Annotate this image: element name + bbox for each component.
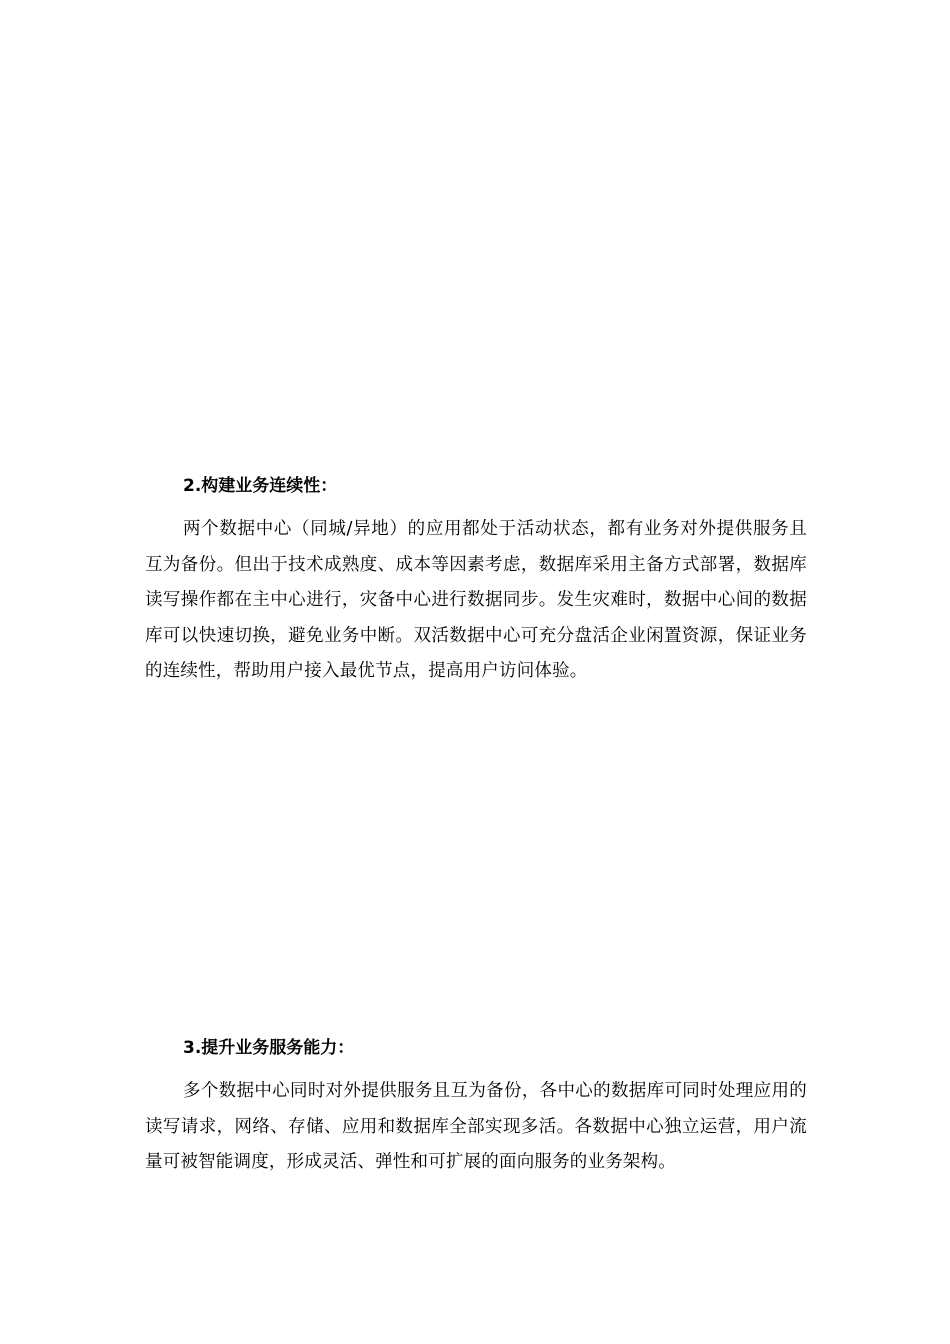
section-heading: 3.提升业务服务能力： <box>183 1038 355 1058</box>
section-business-continuity <box>145 475 807 695</box>
section-paragraph: 多个数据中心同时对外提供服务且互为备份，各中心的数据库可同时处理应用的读写请求，网络、存储、应用和数据库全部实现多活。各数据中心独立运营，用户流量可被智能调度，形成灵活、弹性和可扩展的面向服务的业务架构。 <box>145 1081 807 1172</box>
section-service-capability <box>145 1037 807 1187</box>
section-heading: 2.构建业务连续性： <box>183 476 338 496</box>
section-paragraph: 两个数据中心（同城/异地）的应用都处于活动状态，都有业务对外提供服务且互为备份。但出于技术成熟度、成本等因素考虑，数据库采用主备方式部署，数据库读写操作都在主中心进行，灾备中心进行数据同步。发生灾难时，数据中心间的数据库可以快速切换，避免业务中断。双活数据中心可充分盘活企业闲置资源，保证业务的连续性，帮助用户接入最优节点，提高用户访问体验。 <box>145 519 807 681</box>
